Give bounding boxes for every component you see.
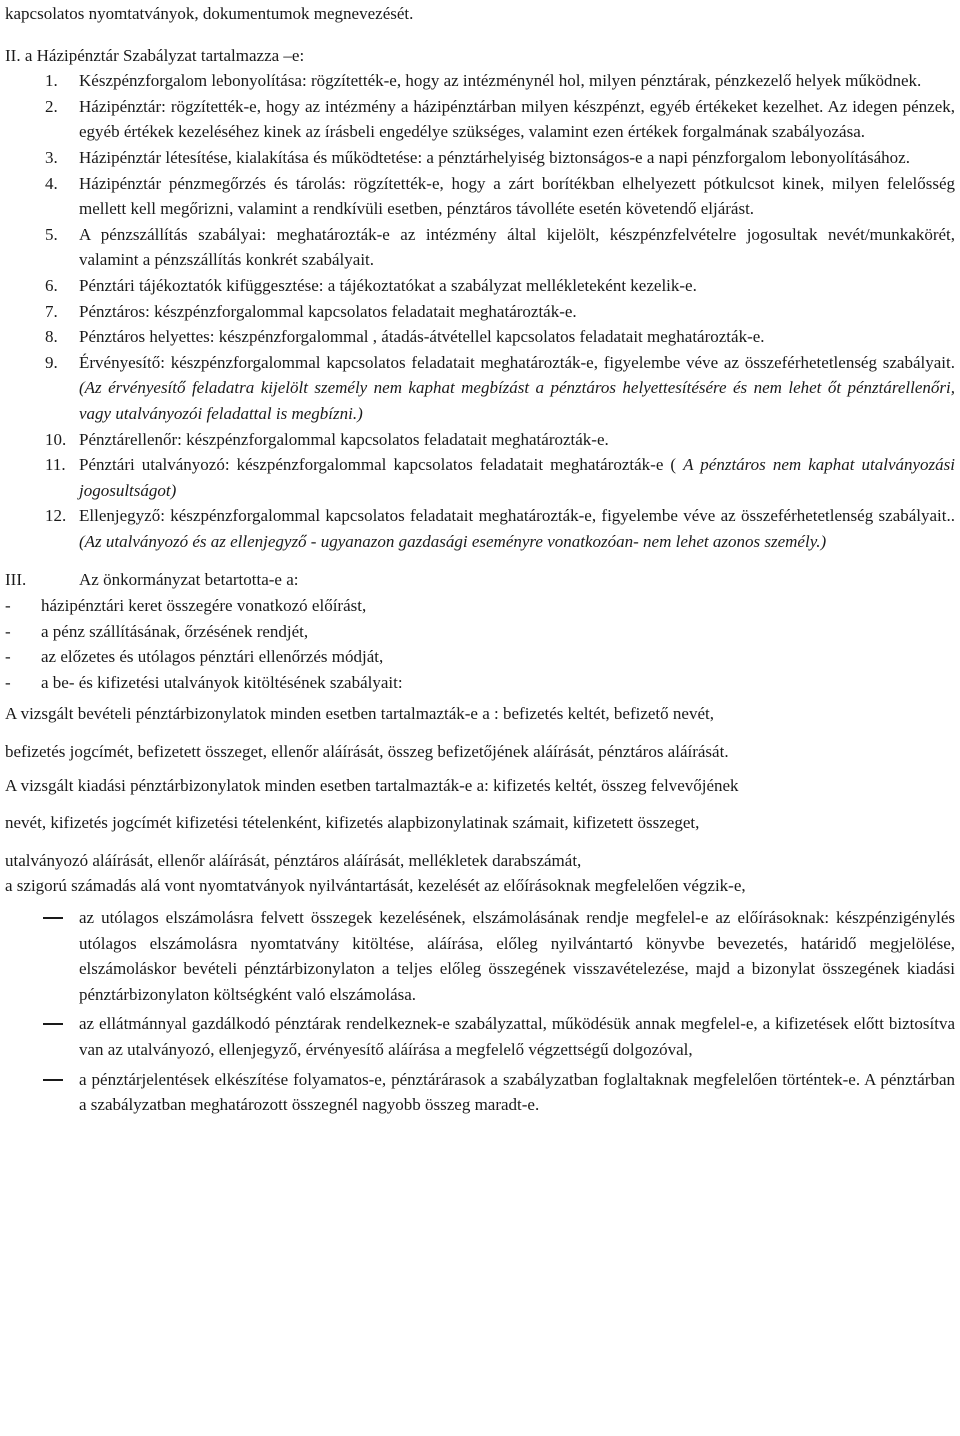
list-item [5, 503, 955, 554]
bullet-item [5, 1011, 955, 1062]
item-text: Pénztáros helyettes: készpénzforgalommal , átadás-átvétellel kapcsolatos feladatait meghatározták-e. [79, 327, 765, 347]
bullet-text: a pénztárjelentések elkészítése folyamatos-e, pénztárárasok a szabályzatban foglaltaknak megfelelően történtek-e. A pénztárban a szabályzatban meghatározott összegnél nagyobb összeg maradt-e. [79, 1069, 955, 1115]
item-italic-note: A pénztáros nem kaphat utalványozási jogosultságot) [79, 455, 956, 500]
paragraph-line: A vizsgált kiadási pénztárbizonylatok minden esetben tartalmazták-e a: kifizetés keltét, összeg felvevőjének [5, 775, 739, 795]
paragraph-line: befizetés jogcímét, befizetett összeget, ellenőr aláírását, összeg befizetőjének aláírását, pénztáros aláírását. [5, 742, 729, 762]
item-italic-note: (Az érvényesítő feladatra kijelölt személy nem kaphat megbízást a pénztáros helyettesítésére és nem lehet őt pénztárellenőri, vagy utalványozói feladattal is megbízni.) [79, 378, 955, 423]
item-text: Pénztári tájékoztatók kifüggesztése: a tájékoztatókat a szabályzat mellékleteként kezelik-e. [79, 275, 697, 295]
item-number: 3. [45, 147, 58, 167]
list-item [5, 324, 955, 350]
dash-marker: - [5, 647, 11, 667]
section-3-heading [5, 567, 955, 593]
dash-marker: - [5, 596, 11, 616]
bullet-item [5, 905, 955, 1007]
roman-numeral: III. [5, 570, 27, 590]
section-2-list [5, 68, 955, 554]
item-number: 5. [45, 224, 58, 244]
dash-item [5, 670, 955, 696]
item-text: Készpénzforgalom lebonyolítása: rögzítették-e, hogy az intézménynél hol, milyen pénztárak, pénzkezelő helyek működnek. [79, 71, 922, 91]
bullet-text: az ellátmánnyal gazdálkodó pénztárak rendelkeznek-e szabályzattal, működésük annak megfelel-e, a kifizetések előtt biztosítva van az utalványozó, ellenjegyző, érvényesítő aláírása a megfelelő végzettségű dolgozóval, [79, 1014, 955, 1059]
list-item [5, 222, 955, 273]
list-item [5, 171, 955, 222]
document-page [5, 1, 955, 1122]
dash-bullet-icon [43, 1079, 63, 1081]
item-text: Pénztárellenőr: készpénzforgalommal kapcsolatos feladatait meghatározták-e. [79, 429, 609, 449]
item-number: 1. [45, 71, 58, 91]
item-text: Házipénztár pénzmegőrzés és tárolás: rögzítették-e, hogy a zárt borítékban elhelyezett pótkulcsot kinek, milyen felelősség mellett kell megőrizni, valamint a rendkívüli esetben, pénztáros távolléte esetén követendő eljárást. [79, 173, 955, 219]
item-text: Érvényesítő: készpénzforgalommal kapcsolatos feladatait meghatározták-e, figyelembe véve az összeférhetetlenség szabályait. [79, 352, 955, 372]
list-item [5, 145, 955, 171]
list-item [5, 427, 955, 453]
paragraph-line: a szigorú számadás alá vont nyomtatványok nyilvántartását, kezelését az előírásoknak megfelelően végzik-e, [5, 876, 746, 896]
paragraph-line: nevét, kifizetés jogcímét kifizetési tételenként, kifizetés alapbizonylatinak számait, kifizetett összeget, [5, 813, 700, 833]
item-number: 10. [45, 429, 67, 449]
item-number: 7. [45, 301, 58, 321]
receipts-paragraph [5, 701, 955, 764]
dash-marker: - [5, 672, 11, 692]
item-number: 8. [45, 327, 58, 347]
list-item [5, 350, 955, 427]
continuation-line: kapcsolatos nyomtatványok, dokumentumok megnevezését. [5, 4, 414, 23]
payments-paragraph [5, 773, 955, 899]
section-3-title: Az önkormányzat betartotta-e a: [79, 570, 299, 590]
section-2-heading: II. a Házipénztár Szabályzat tartalmazza –e: [5, 45, 305, 65]
bullet-text: az utólagos elszámolásra felvett összegek kezelésének, elszámolásának rendje megfelel-e az előírásoknak: készpénzigénylés utólagos elszámolásra nyomtatvány kitöltése, aláírása, előleg nyilvántartó könyvbe bevezetés, határidő megjelölése, elszámoláskor bevételi pénztárbizonylaton a teljes előleg összegének visszavételezése, majd a bizonylat összegének kiadási pénztárbizonylaton költségként való elszámolása. [79, 908, 955, 1004]
list-item [5, 452, 955, 503]
item-italic-note: (Az utalványozó és az ellenjegyző - ugyanazon gazdasági eseményre vonatkozóan- nem lehet azonos személy.) [79, 531, 827, 551]
dash-item-text: az előzetes és utólagos pénztári ellenőrzés módját, [41, 647, 384, 667]
item-text: Pénztáros: készpénzforgalommal kapcsolatos feladatait meghatározták-e. [79, 301, 577, 321]
item-text: Pénztári utalványozó: készpénzforgalommal kapcsolatos feladatait meghatározták-e ( [79, 455, 677, 475]
dash-item [5, 619, 955, 645]
dash-item [5, 593, 955, 619]
item-number: 4. [45, 173, 58, 193]
list-item [5, 273, 955, 299]
paragraph-line: utalványozó aláírását, ellenőr aláírását, pénztáros aláírását, mellékletek darabszámát, [5, 850, 582, 870]
dash-item-text: a pénz szállításának, őrzésének rendjét, [41, 621, 309, 641]
bullet-item [5, 1067, 955, 1118]
list-item [5, 68, 955, 94]
item-text: Házipénztár létesítése, kialakítása és működtetése: a pénztárhelyiség biztonságos-e a napi pénzforgalom lebonyolításához. [79, 147, 910, 167]
section-3 [5, 567, 955, 695]
dash-item-text: házipénztári keret összegére vonatkozó előírást, [41, 596, 367, 616]
item-number: 12. [45, 506, 67, 526]
dash-item-text: a be- és kifizetési utalványok kitöltésének szabályait: [41, 672, 403, 692]
item-text: Ellenjegyző: készpénzforgalommal kapcsolatos feladatait meghatározták-e, figyelembe véve az összeférhetetlenség szabályait.. [79, 506, 955, 526]
item-number: 6. [45, 275, 58, 295]
list-item [5, 94, 955, 145]
item-text: Házipénztár: rögzítették-e, hogy az intézmény a házipénztárban milyen készpénzt, egyéb értékeket kezelhet. Az idegen pénzek, egyéb értékek kezeléséhez kinek az írásbeli engedélye szükséges, valamint ezen értékek forgalmának szabályozása. [79, 96, 955, 142]
dash-bullet-icon [43, 1023, 63, 1025]
dash-item [5, 644, 955, 670]
item-number: 2. [45, 96, 58, 116]
bullet-list [5, 905, 955, 1118]
paragraph-line: A vizsgált bevételi pénztárbizonylatok minden esetben tartalmazták-e a : befizetés keltét, befizető nevét, [5, 704, 714, 724]
item-number: 11. [45, 455, 66, 475]
item-number: 9. [45, 352, 58, 372]
dash-marker: - [5, 621, 11, 641]
list-item [5, 299, 955, 325]
item-text: A pénzszállítás szabályai: meghatározták-e az intézmény által kijelölt, készpénzfelvételre jogosultak nevét/munkakörét, valamint a pénzszállítás konkrét szabályait. [79, 224, 955, 270]
dash-bullet-icon [43, 917, 63, 919]
